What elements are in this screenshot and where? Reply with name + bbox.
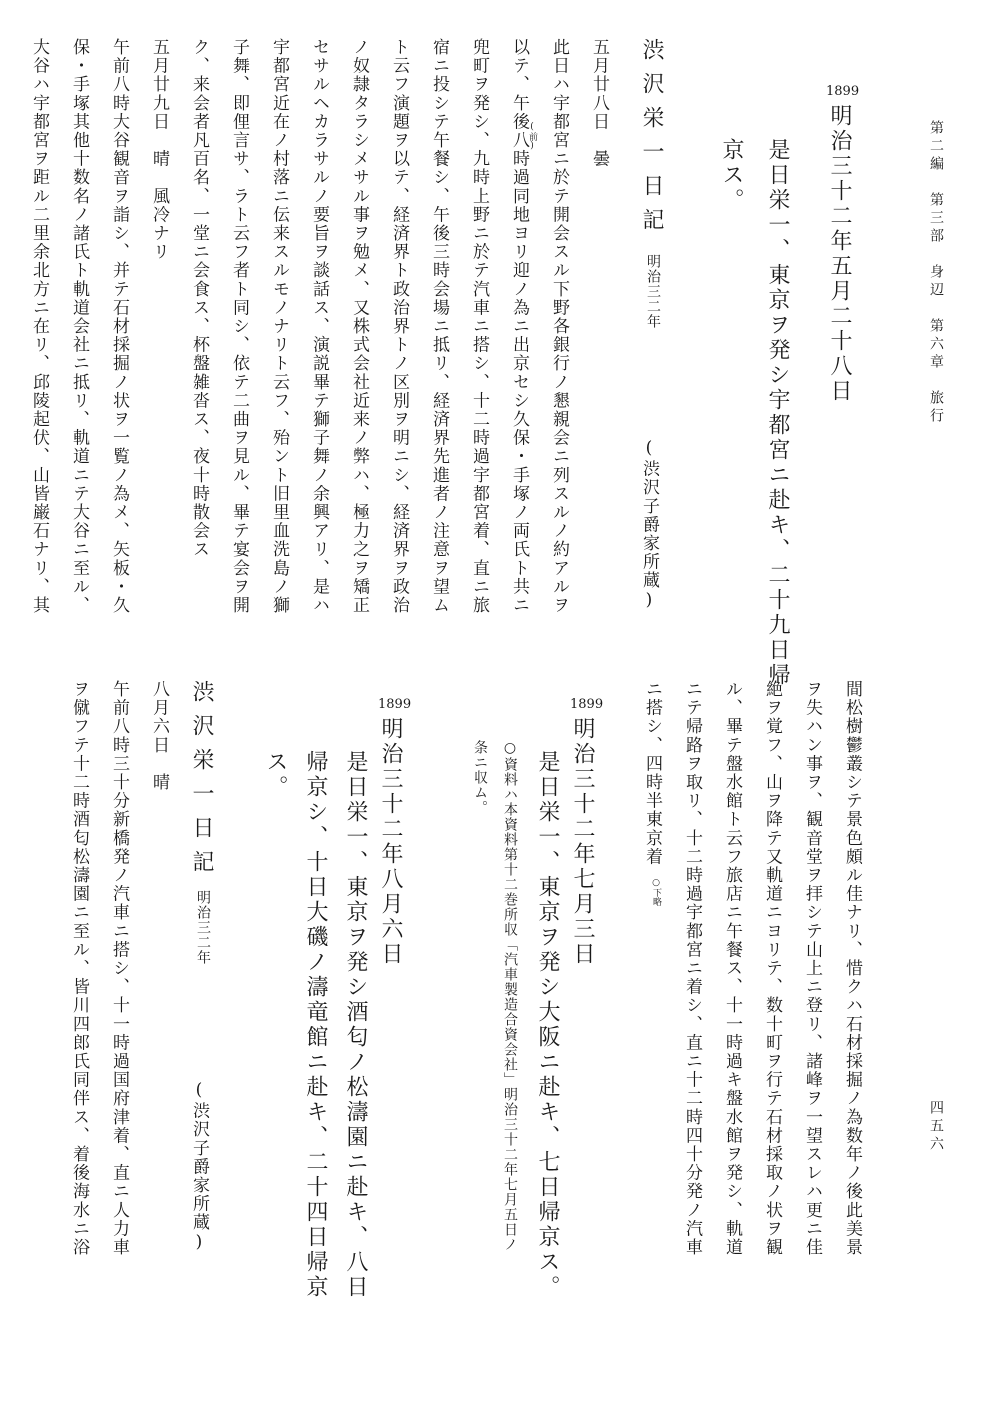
entry1-summary-2: 京ス。 — [719, 138, 744, 213]
continuation-line: ニ搭シ、四時半東京着 — [642, 680, 662, 866]
entry3-year: 1899 — [378, 697, 412, 712]
continuation-line: ニテ帰路ヲ取リ、十二時過宇都宮ニ着シ、直ニ十二時四十分発ノ汽車 — [682, 680, 702, 1257]
diary1-line: セサルヘカラサルノ要旨ヲ談話ス、演説畢テ獅子舞ノ余興アリ、是ハ — [309, 38, 329, 615]
entry1-date: 明治三十二年五月二十八日 — [827, 104, 852, 404]
continuation-line: 間松樹鬱叢シテ景色頗ル佳ナリ、惜クハ石材採掘ノ為数年ノ後此美景 — [842, 680, 862, 1257]
entry3-summary-3: ス。 — [263, 750, 288, 800]
diary1-title: 渋沢栄一日記 — [639, 38, 664, 242]
diary2-line: 八月六日 晴 — [149, 680, 169, 792]
diary1-line: 保・手塚其他十数名ノ諸氏ト軌道会社ニ抵リ、軌道ニテ大谷ニ至ル、 — [69, 38, 89, 615]
diary1-line: 以テ、午後八時過同地ヨリ迎ノ為ニ出京セシ久保・手塚ノ両氏ト共ニ — [509, 38, 529, 615]
diary2-line: 午前八時三十分新橋発ノ汽車ニ搭シ、十一時過国府津着、直ニ人力車 — [109, 680, 129, 1257]
diary1-line: 午前八時大谷観音ヲ詣シ、并テ石材採掘ノ状ヲ一覧ノ為メ、矢板・久 — [109, 38, 129, 615]
entry2-year: 1899 — [570, 697, 604, 712]
diary1-line: ト云フ演題ヲ以テ、経済界ト政治界トノ区別ヲ明ニシ、経済界ヲ政治 — [389, 38, 409, 615]
entry1-year: 1899 — [826, 84, 860, 99]
entry2-note-1: ○資料ハ本資料第十二巻所収「汽車製造合資会社」明治三十二年七月五日ノ — [502, 740, 518, 1252]
diary1-line: ク、来会者凡百名、一堂ニ会食ス、杯盤雑沓ス、夜十時散会ス — [189, 38, 209, 559]
continuation-line: ル、畢テ盤水館ト云フ旅店ニ午餐ス、十一時過キ盤水館ヲ発シ、軌道 — [722, 680, 742, 1257]
diary1-line: 五月廿八日 曇 — [589, 38, 609, 169]
continuation-line: ヲ失ハン事ヲ、観音堂ヲ拝シテ山上ニ登リ、諸峰ヲ一望スレハ更ニ佳 — [802, 680, 822, 1257]
diary1-source: (渋沢子爵家所蔵) — [639, 438, 659, 612]
diary1-line: 兜町ヲ発シ、九時上野ニ於テ汽車ニ搭シ、十二時過宇都宮着、直ニ旅 — [469, 38, 489, 615]
diary1-line: 此日ハ宇都宮ニ於テ開会スル下野各銀行ノ懇親会ニ列スルノ約アルヲ — [549, 38, 569, 615]
diary2-title: 渋沢栄一日記 — [189, 680, 214, 884]
entry3-summary-1: 是日栄一、東京ヲ発シ酒匂ノ松濤園ニ赴キ、八日 — [343, 750, 368, 1300]
entry3-date: 明治三十二年八月六日 — [378, 717, 403, 967]
omit-mark: ○下略 — [651, 878, 661, 906]
diary1-line: ノ奴隷タラシメサル事ヲ勉メ、又株式会社近来ノ弊ハ、極力之ヲ矯正 — [349, 38, 369, 615]
entry1-summary-1: 是日栄一、東京ヲ発シ宇都宮ニ赴キ、二十九日帰 — [765, 138, 790, 688]
running-title: 第二編 第三部 身辺 第六章 旅行 — [928, 120, 944, 426]
diary1-annotation: (前) — [527, 122, 537, 151]
entry2-summary: 是日栄一、東京ヲ発シ大阪ニ赴キ、七日帰京ス。 — [535, 750, 560, 1300]
diary2-line: ヲ僦フテ十二時酒匂松濤園ニ至ル、皆川四郎氏同伴ス、着後海水ニ浴 — [69, 680, 89, 1257]
diary1-era: 明治三二年 — [645, 254, 661, 329]
continuation-line: 絶ヲ覚フ、山ヲ降テ又軌道ニヨリテ、数十町ヲ行テ石材採取ノ状ヲ観 — [762, 680, 782, 1257]
entry2-date: 明治三十二年七月三日 — [570, 717, 595, 967]
diary1-line: 宿ニ投シテ午餐シ、午後三時会場ニ抵リ、経済界先進者ノ注意ヲ望ム — [429, 38, 449, 615]
diary2-source: (渋沢子爵家所蔵) — [189, 1080, 209, 1254]
diary1-line: 五月廿九日 晴 風冷ナリ — [149, 38, 169, 262]
page-number: 四五六 — [928, 1100, 944, 1154]
diary1-line: 子舞、即俚言サ、ラト云フ者ト同シ、依テ二曲ヲ見ル、畢テ宴会ヲ開 — [229, 38, 249, 615]
diary2-era: 明治三二年 — [195, 890, 211, 965]
entry3-summary-2: 帰京シ、十日大磯ノ濤竜館ニ赴キ、二十四日帰京 — [303, 750, 328, 1300]
diary1-line: 大谷ハ宇都宮ヲ距ル二里余北方ニ在リ、邱陵起伏、山皆巌石ナリ、其 — [29, 38, 49, 615]
entry2-note-2: 条ニ収ム。 — [472, 740, 488, 815]
diary1-line: 宇都宮近在ノ村落ニ伝来スルモノナリト云フ、殆ント旧里血洗島ノ獅 — [269, 38, 289, 615]
